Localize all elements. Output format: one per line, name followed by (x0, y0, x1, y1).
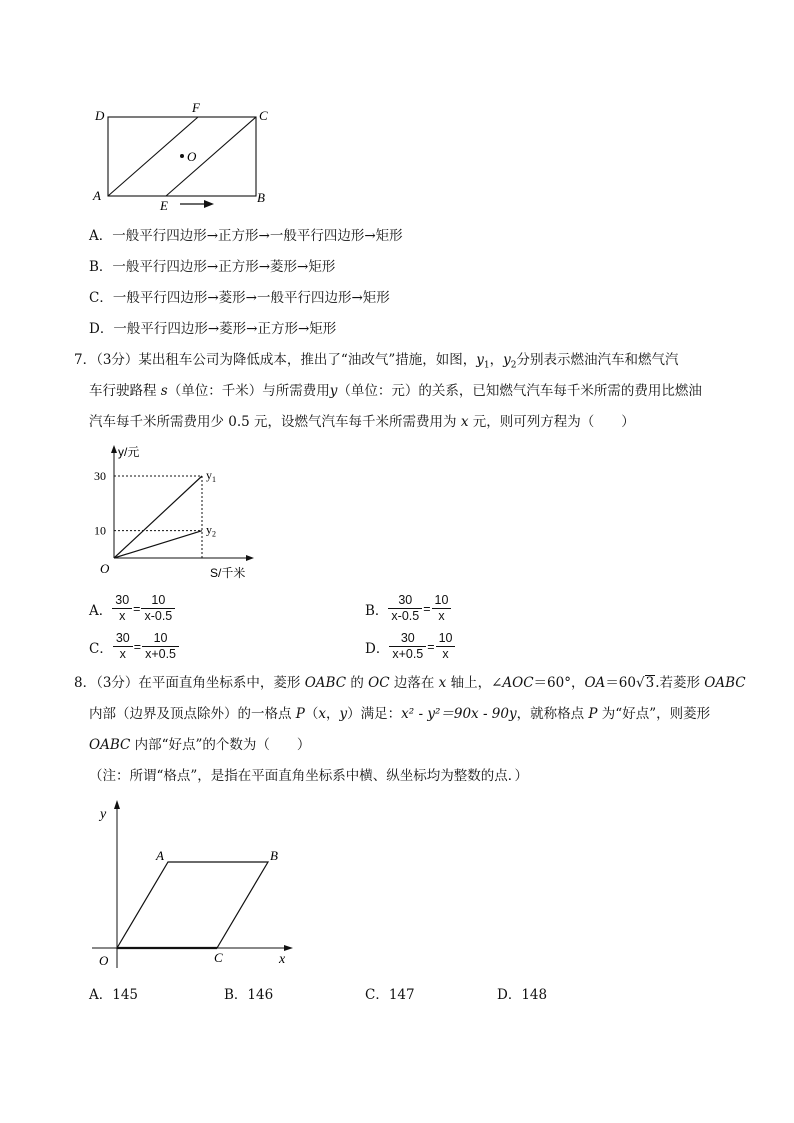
equals-sign: = (133, 601, 141, 616)
q8-line-2: 内部（边界及顶点除外）的一格点 P（x，y）满足：x² - y²＝90x - 90y，就称格点 P 为“好点”，则菱形 (89, 706, 711, 722)
equals-sign: = (133, 639, 142, 654)
q7-option-b (365, 593, 451, 624)
label-E: E (160, 198, 168, 212)
label-B: B (257, 190, 265, 205)
right-fraction: $\frac{10}{x}$ (432, 593, 452, 624)
q8-option-b: B．146 (224, 987, 274, 1003)
left-fraction: $\frac{30}{x-0.5}$ (388, 593, 422, 624)
q8-note: （注：所谓“格点”，是指在平面直角坐标系中横、纵坐标均为整数的点．） (89, 768, 529, 784)
y-tick-10: 10 (94, 523, 106, 538)
cost-distance-chart (88, 440, 268, 582)
q7-line-1: 7．（3分）某出租车公司为降低成本，推出了“油改气”措施，如图，$y_1$，$y_2$分别表示燃油汽车和燃气汽 (74, 352, 679, 371)
q8-line-1: 8．（3分）在平面直角坐标系中，菱形 OABC 的 OC 边落在 x 轴上，∠AOC＝60°，OA＝60√3.若菱形 OABC (74, 675, 746, 691)
q7-option-a (89, 593, 175, 624)
equals-sign: = (427, 639, 435, 654)
label-A: A (93, 188, 101, 203)
label-F: F (192, 100, 200, 115)
right-fraction: $\frac{10}{x+0.5}$ (142, 631, 179, 662)
q6-option-b: B．一般平行四边形→正方形→菱形→矩形 (89, 259, 336, 275)
series-label-y1: $y_1$ (206, 468, 216, 484)
q7-option-d (365, 631, 455, 662)
option-letter: C． (89, 640, 113, 657)
q6-option-d: D．一般平行四边形→菱形→正方形→矩形 (89, 321, 337, 337)
option-letter: A． (89, 602, 113, 619)
right-fraction: $\frac{10}{x-0.5}$ (141, 593, 175, 624)
rhombus-coordinate-figure (88, 796, 308, 976)
label-x: x (279, 952, 286, 967)
q8-option-c: C．147 (365, 987, 415, 1003)
y-tick-30: 30 (94, 469, 106, 483)
q7-line-3: 汽车每千米所需费用少 0.5 元，设燃气汽车每千米所需费用为 x 元，则可列方程为（ ） (89, 414, 635, 430)
series-label-y2: $y_2$ (206, 522, 216, 539)
left-fraction: $\frac{30}{x}$ (112, 593, 132, 624)
x-axis-label: S/千米 (210, 566, 246, 580)
label-B: B (270, 848, 278, 863)
q8-option-d: D．148 (497, 987, 548, 1003)
origin-label: O (100, 561, 110, 576)
label-A: A (156, 848, 164, 863)
right-fraction: $\frac{10}{x}$ (436, 631, 456, 662)
equals-sign: = (423, 601, 431, 616)
sqrt-sign: √ (636, 675, 645, 691)
series-line-y1 (114, 476, 202, 558)
label-O: O (99, 953, 109, 968)
q7-option-c (89, 631, 179, 662)
series-line-y2 (114, 531, 202, 558)
left-fraction: $\frac{30}{x+0.5}$ (389, 631, 426, 662)
label-D: D (95, 108, 105, 123)
q8-option-a: A．145 (89, 987, 139, 1003)
label-y: y (100, 807, 107, 822)
label-C: C (259, 108, 268, 123)
q6-option-c: C．一般平行四边形→菱形→一般平行四边形→矩形 (89, 290, 390, 306)
label-O: O (187, 149, 197, 164)
y-axis-label: y/元 (118, 445, 140, 459)
option-letter: D． (365, 640, 390, 657)
left-fraction: $\frac{30}{x}$ (113, 631, 133, 662)
q6-option-a: A．一般平行四边形→正方形→一般平行四边形→矩形 (89, 228, 403, 244)
parallelogram-figure (88, 100, 278, 212)
label-C: C (214, 950, 223, 965)
option-letter: B． (365, 602, 389, 619)
q8-line-3: OABC 内部“好点”的个数为（ ） (89, 737, 311, 753)
q7-line-2: 车行驶路程 s（单位：千米）与所需费用y（单位：元）的关系，已知燃气汽车每千米所需的费用比燃油 (89, 383, 702, 399)
